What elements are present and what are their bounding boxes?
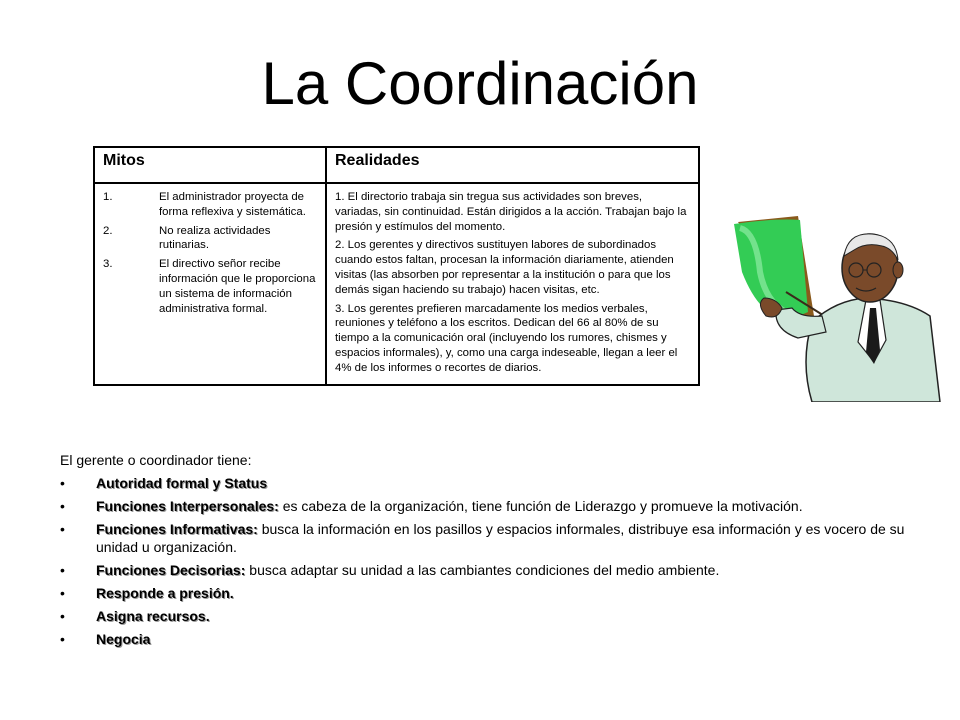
bullet-icon: •: [60, 498, 65, 514]
bullet-text: busca adaptar su unidad a las cambiantes condiciones del medio ambiente.: [245, 562, 720, 578]
bullet-term: Negocia: [96, 631, 151, 647]
bullet-term: Autoridad formal y Status: [96, 475, 268, 491]
reality-paragraph: 3. Los gerentes prefieren marcadamente los medios verbales, reuniones y teléfono a los escritos. Dedican del 66 al 80% de su tiempo a la comunicación oral (incluyendo los rumores, chismes y espacios informales), y, como una carga indeseable, llegan a leer el 4% de los informes o recortes de diarios.: [335, 302, 678, 374]
myths-realities-table: [93, 146, 700, 386]
reality-paragraph: 2. Los gerentes y directivos sustituyen labores de subordinados cuando estos faltan, procesan la información diariamente, atienden visitas (las absorben por representar a la institución o para que los demás sigan haciendo su trabajo) hacen visitas, etc.: [335, 239, 674, 296]
page-title: La Coordinación: [261, 50, 699, 117]
item-number: 1.: [103, 191, 113, 203]
list-item: [103, 190, 317, 220]
bullet-text: es cabeza de la organización, tiene función de Liderazgo y promueve la motivación.: [278, 498, 803, 514]
list-item: [103, 257, 317, 316]
bullet-text: busca la información en los pasillos y espacios informales, distribuye esa información y es vocero de su unidad u organización.: [96, 521, 905, 555]
table-header-row: [94, 147, 699, 183]
bullet-icon: •: [60, 585, 65, 601]
realities-cell: [326, 183, 699, 385]
bullet-term: Funciones Decisorias:: [96, 562, 246, 578]
bullet-term: Asigna recursos.: [96, 608, 210, 624]
list-item: [103, 224, 317, 254]
list-item: [60, 607, 920, 625]
myths-list: [103, 190, 317, 316]
presenter-illustration: [716, 212, 948, 402]
bullet-icon: •: [60, 562, 65, 578]
item-text: No realiza actividades rutinarias.: [159, 224, 271, 252]
table-row: [94, 183, 699, 385]
item-number: 2.: [103, 224, 113, 237]
intro-text: El gerente o coordinador tiene:: [60, 452, 252, 468]
bullet-term: Responde a presión.: [96, 585, 234, 601]
bullet-icon: •: [60, 475, 65, 491]
bullet-term: Funciones Interpersonales:: [96, 498, 279, 514]
bullet-icon: •: [60, 631, 65, 647]
header-myths: Mitos: [94, 147, 326, 183]
myths-cell: [94, 183, 326, 385]
list-item: [60, 584, 920, 602]
list-item: [60, 497, 920, 515]
list-item: [60, 561, 920, 579]
item-text: El administrador proyecta de forma reflexiva y sistemática.: [159, 191, 306, 218]
header-realities: Realidades: [326, 147, 699, 183]
bullet-icon: •: [60, 521, 65, 537]
list-item: [60, 630, 920, 648]
bullet-term: Funciones Informativas:: [96, 521, 258, 537]
functions-list: [60, 474, 920, 653]
bullet-icon: •: [60, 608, 65, 624]
item-text: El directivo señor recibe información que le proporciona un sistema de información administrativa formal.: [159, 258, 316, 315]
list-item: [60, 474, 920, 492]
list-item: [60, 520, 920, 556]
reality-paragraph: 1. El directorio trabaja sin tregua sus actividades son breves, variadas, sin continuidad. Están dirigidos a la acción. Trabajan bajo la presión y estímulos del momento.: [335, 191, 687, 233]
item-number: 3.: [103, 258, 113, 271]
